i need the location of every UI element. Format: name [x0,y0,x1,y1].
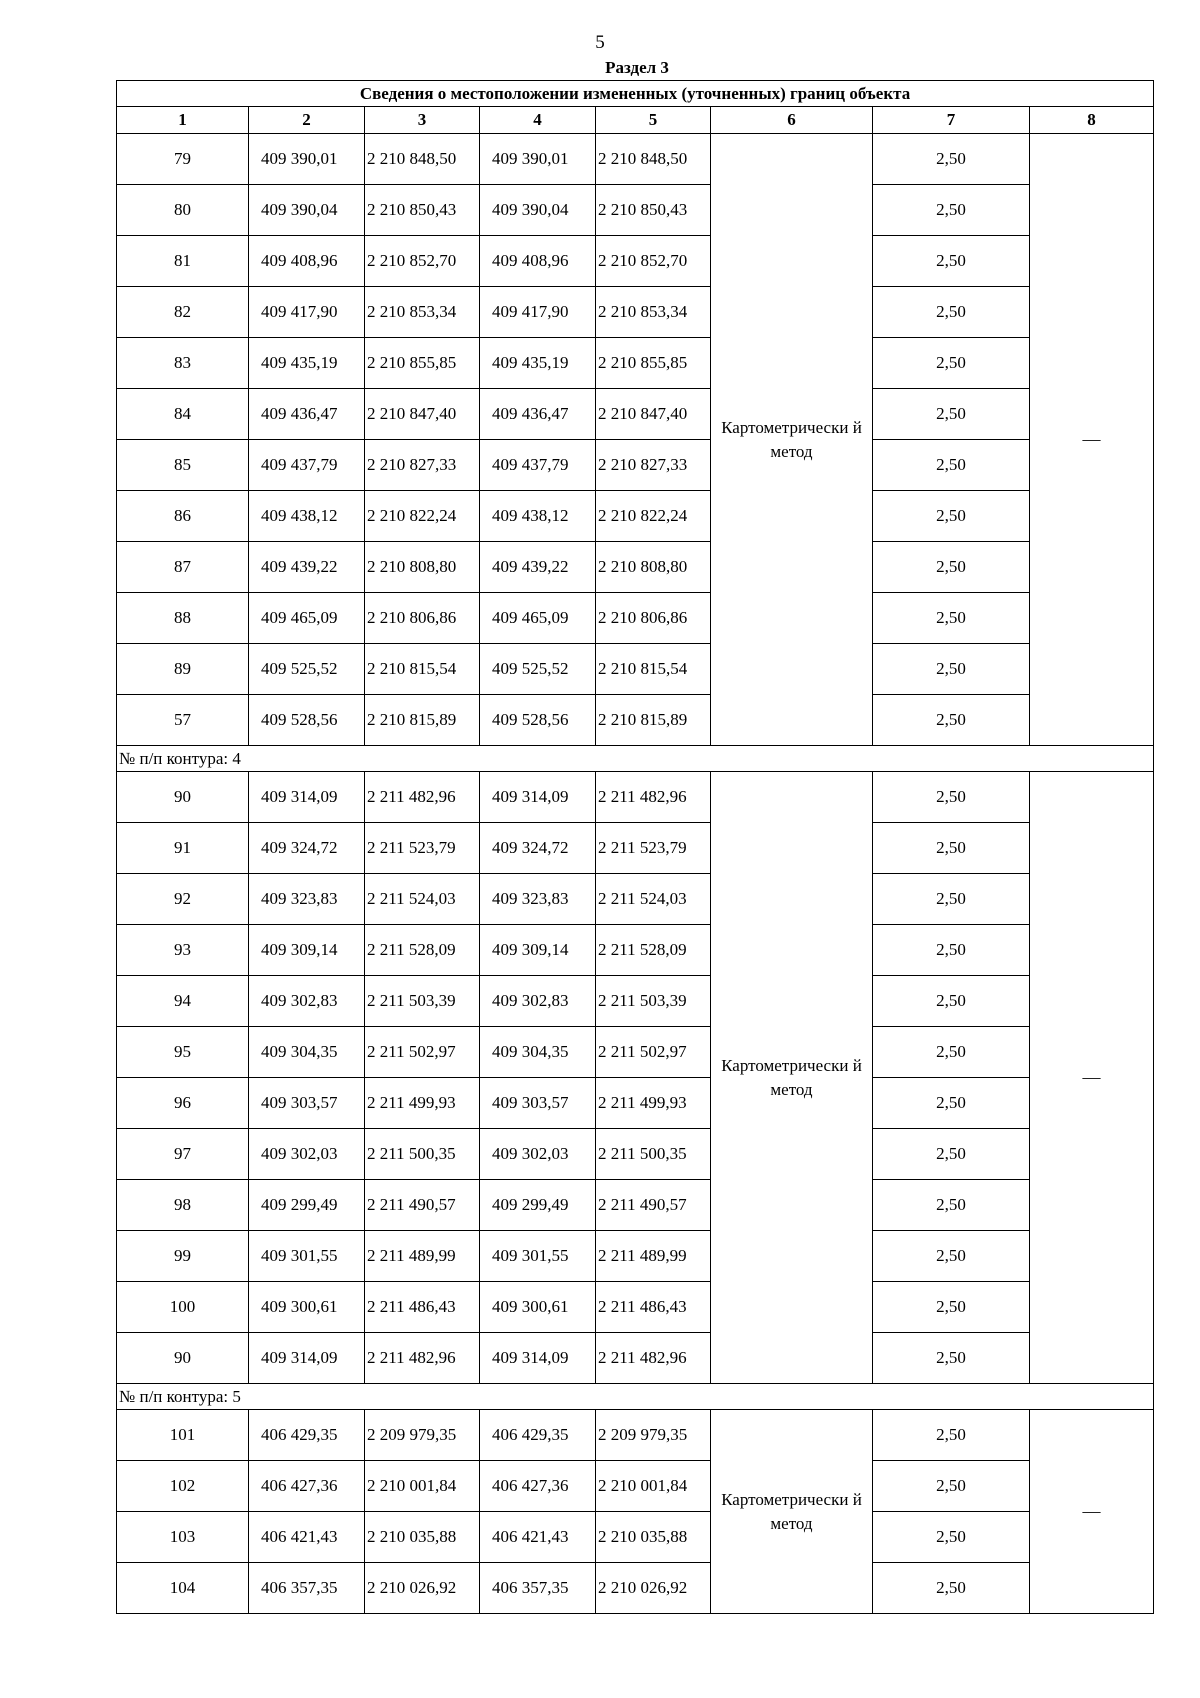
x-new-cell: 409 390,01 [480,134,596,185]
table-row [117,772,1154,823]
x-new-cell: 409 323,83 [480,874,596,925]
precision-cell: 2,50 [873,1231,1030,1282]
x-existing-cell: 409 299,49 [249,1180,365,1231]
y-new-cell: 2 210 001,84 [596,1461,711,1512]
point-number-cell: 81 [117,236,249,287]
table-row [117,185,1154,236]
point-number-cell: 79 [117,134,249,185]
x-new-cell: 409 302,83 [480,976,596,1027]
table-row [117,1410,1154,1461]
precision-cell: 2,50 [873,1333,1030,1384]
y-new-cell: 2 210 808,80 [596,542,711,593]
table-row [117,542,1154,593]
point-number-cell: 99 [117,1231,249,1282]
precision-cell: 2,50 [873,1512,1030,1563]
point-number-cell: 57 [117,695,249,746]
table-row [117,593,1154,644]
x-new-cell: 406 427,36 [480,1461,596,1512]
precision-cell: 2,50 [873,491,1030,542]
x-existing-cell: 409 465,09 [249,593,365,644]
x-existing-cell: 409 390,04 [249,185,365,236]
method-cell: Картометрически й метод [711,772,873,1384]
y-new-cell: 2 210 822,24 [596,491,711,542]
y-existing-cell: 2 210 827,33 [365,440,480,491]
point-number-cell: 80 [117,185,249,236]
column-number: 5 [596,107,711,134]
x-new-cell: 409 300,61 [480,1282,596,1333]
column-number-row [117,107,1154,134]
x-new-cell: 409 439,22 [480,542,596,593]
precision-cell: 2,50 [873,134,1030,185]
y-existing-cell: 2 210 848,50 [365,134,480,185]
y-new-cell: 2 211 524,03 [596,874,711,925]
x-existing-cell: 409 302,03 [249,1129,365,1180]
precision-cell: 2,50 [873,1282,1030,1333]
contour-label: № п/п контура: 5 [117,1384,1154,1410]
precision-cell: 2,50 [873,823,1030,874]
y-existing-cell: 2 211 482,96 [365,1333,480,1384]
point-number-cell: 94 [117,976,249,1027]
y-new-cell: 2 211 523,79 [596,823,711,874]
table-row [117,287,1154,338]
x-existing-cell: 409 436,47 [249,389,365,440]
boundary-coordinates-table [116,80,1154,1614]
precision-cell: 2,50 [873,695,1030,746]
y-existing-cell: 2 210 815,54 [365,644,480,695]
y-new-cell: 2 210 855,85 [596,338,711,389]
point-number-cell: 86 [117,491,249,542]
table-row [117,1461,1154,1512]
x-existing-cell: 409 314,09 [249,772,365,823]
x-new-cell: 409 390,04 [480,185,596,236]
point-number-cell: 103 [117,1512,249,1563]
y-existing-cell: 2 210 855,85 [365,338,480,389]
y-existing-cell: 2 210 850,43 [365,185,480,236]
x-new-cell: 406 429,35 [480,1410,596,1461]
precision-cell: 2,50 [873,185,1030,236]
x-existing-cell: 409 438,12 [249,491,365,542]
y-new-cell: 2 211 490,57 [596,1180,711,1231]
y-existing-cell: 2 210 001,84 [365,1461,480,1512]
table-caption-row [117,81,1154,107]
x-new-cell: 409 417,90 [480,287,596,338]
point-number-cell: 97 [117,1129,249,1180]
table-caption: Сведения о местоположении измененных (уточненных) границ объекта [117,81,1154,107]
point-number-cell: 100 [117,1282,249,1333]
point-number-cell: 87 [117,542,249,593]
x-new-cell: 409 435,19 [480,338,596,389]
point-number-cell: 84 [117,389,249,440]
point-number-cell: 101 [117,1410,249,1461]
y-existing-cell: 2 210 853,34 [365,287,480,338]
x-existing-cell: 409 323,83 [249,874,365,925]
x-existing-cell: 406 357,35 [249,1563,365,1614]
x-new-cell: 409 436,47 [480,389,596,440]
x-existing-cell: 406 421,43 [249,1512,365,1563]
y-new-cell: 2 211 528,09 [596,925,711,976]
precision-cell: 2,50 [873,772,1030,823]
x-existing-cell: 409 302,83 [249,976,365,1027]
point-number-cell: 83 [117,338,249,389]
y-existing-cell: 2 211 500,35 [365,1129,480,1180]
precision-cell: 2,50 [873,542,1030,593]
table-row [117,874,1154,925]
x-new-cell: 409 324,72 [480,823,596,874]
table-row [117,823,1154,874]
page-number: 5 [595,32,605,53]
precision-cell: 2,50 [873,1078,1030,1129]
y-existing-cell: 2 210 847,40 [365,389,480,440]
table-row [117,1027,1154,1078]
y-new-cell: 2 210 852,70 [596,236,711,287]
contour-header-row [117,746,1154,772]
description-cell: — [1030,1410,1154,1614]
precision-cell: 2,50 [873,338,1030,389]
table-row [117,1129,1154,1180]
table-row [117,1231,1154,1282]
y-new-cell: 2 211 503,39 [596,976,711,1027]
y-new-cell: 2 211 489,99 [596,1231,711,1282]
precision-cell: 2,50 [873,1027,1030,1078]
y-existing-cell: 2 211 486,43 [365,1282,480,1333]
y-new-cell: 2 210 850,43 [596,185,711,236]
precision-cell: 2,50 [873,644,1030,695]
contour-header-row [117,1384,1154,1410]
y-existing-cell: 2 210 852,70 [365,236,480,287]
precision-cell: 2,50 [873,1180,1030,1231]
x-existing-cell: 409 525,52 [249,644,365,695]
precision-cell: 2,50 [873,976,1030,1027]
contour-label: № п/п контура: 4 [117,746,1154,772]
point-number-cell: 96 [117,1078,249,1129]
x-existing-cell: 406 429,35 [249,1410,365,1461]
point-number-cell: 95 [117,1027,249,1078]
x-new-cell: 409 314,09 [480,772,596,823]
point-number-cell: 92 [117,874,249,925]
precision-cell: 2,50 [873,874,1030,925]
section-title: Раздел 3 [605,58,669,77]
y-existing-cell: 2 211 503,39 [365,976,480,1027]
x-new-cell: 409 528,56 [480,695,596,746]
precision-cell: 2,50 [873,1461,1030,1512]
table-row [117,1282,1154,1333]
precision-cell: 2,50 [873,925,1030,976]
column-number: 3 [365,107,480,134]
point-number-cell: 93 [117,925,249,976]
y-existing-cell: 2 211 524,03 [365,874,480,925]
x-existing-cell: 409 390,01 [249,134,365,185]
table-row [117,1333,1154,1384]
y-existing-cell: 2 210 035,88 [365,1512,480,1563]
x-existing-cell: 406 427,36 [249,1461,365,1512]
point-number-cell: 82 [117,287,249,338]
y-existing-cell: 2 211 502,97 [365,1027,480,1078]
y-existing-cell: 2 211 528,09 [365,925,480,976]
table-row [117,440,1154,491]
precision-cell: 2,50 [873,389,1030,440]
table-row [117,644,1154,695]
point-number-cell: 98 [117,1180,249,1231]
table-row [117,1563,1154,1614]
x-existing-cell: 409 300,61 [249,1282,365,1333]
x-new-cell: 409 437,79 [480,440,596,491]
precision-cell: 2,50 [873,440,1030,491]
precision-cell: 2,50 [873,1563,1030,1614]
description-cell: — [1030,134,1154,746]
y-new-cell: 2 210 035,88 [596,1512,711,1563]
point-number-cell: 102 [117,1461,249,1512]
table-row [117,695,1154,746]
x-new-cell: 409 299,49 [480,1180,596,1231]
precision-cell: 2,50 [873,236,1030,287]
y-new-cell: 2 211 499,93 [596,1078,711,1129]
point-number-cell: 91 [117,823,249,874]
x-existing-cell: 409 417,90 [249,287,365,338]
x-existing-cell: 409 303,57 [249,1078,365,1129]
table-row [117,976,1154,1027]
method-cell: Картометрически й метод [711,1410,873,1614]
table-row [117,925,1154,976]
y-existing-cell: 2 211 523,79 [365,823,480,874]
x-new-cell: 409 302,03 [480,1129,596,1180]
point-number-cell: 88 [117,593,249,644]
x-existing-cell: 409 435,19 [249,338,365,389]
y-existing-cell: 2 210 815,89 [365,695,480,746]
y-existing-cell: 2 210 806,86 [365,593,480,644]
y-new-cell: 2 211 502,97 [596,1027,711,1078]
y-new-cell: 2 210 847,40 [596,389,711,440]
precision-cell: 2,50 [873,1410,1030,1461]
y-new-cell: 2 211 482,96 [596,1333,711,1384]
y-existing-cell: 2 211 490,57 [365,1180,480,1231]
x-new-cell: 409 304,35 [480,1027,596,1078]
x-new-cell: 409 465,09 [480,593,596,644]
y-new-cell: 2 210 827,33 [596,440,711,491]
precision-cell: 2,50 [873,287,1030,338]
column-number: 1 [117,107,249,134]
column-number: 6 [711,107,873,134]
x-existing-cell: 409 437,79 [249,440,365,491]
description-cell: — [1030,772,1154,1384]
y-existing-cell: 2 210 026,92 [365,1563,480,1614]
y-existing-cell: 2 210 808,80 [365,542,480,593]
point-number-cell: 90 [117,1333,249,1384]
y-new-cell: 2 209 979,35 [596,1410,711,1461]
table-row [117,338,1154,389]
x-existing-cell: 409 439,22 [249,542,365,593]
column-number: 7 [873,107,1030,134]
y-existing-cell: 2 210 822,24 [365,491,480,542]
method-cell: Картометрически й метод [711,134,873,746]
x-existing-cell: 409 528,56 [249,695,365,746]
x-new-cell: 409 525,52 [480,644,596,695]
y-new-cell: 2 210 026,92 [596,1563,711,1614]
x-new-cell: 409 309,14 [480,925,596,976]
y-existing-cell: 2 211 482,96 [365,772,480,823]
column-number: 8 [1030,107,1154,134]
x-new-cell: 409 408,96 [480,236,596,287]
point-number-cell: 104 [117,1563,249,1614]
table-row [117,236,1154,287]
precision-cell: 2,50 [873,1129,1030,1180]
x-new-cell: 409 438,12 [480,491,596,542]
y-new-cell: 2 210 848,50 [596,134,711,185]
y-existing-cell: 2 211 499,93 [365,1078,480,1129]
y-new-cell: 2 210 815,54 [596,644,711,695]
table-row [117,389,1154,440]
y-new-cell: 2 211 486,43 [596,1282,711,1333]
x-existing-cell: 409 314,09 [249,1333,365,1384]
y-new-cell: 2 210 853,34 [596,287,711,338]
x-existing-cell: 409 301,55 [249,1231,365,1282]
y-new-cell: 2 210 806,86 [596,593,711,644]
y-new-cell: 2 210 815,89 [596,695,711,746]
y-new-cell: 2 211 500,35 [596,1129,711,1180]
table-row [117,1180,1154,1231]
x-new-cell: 406 421,43 [480,1512,596,1563]
table-row [117,1078,1154,1129]
y-existing-cell: 2 211 489,99 [365,1231,480,1282]
point-number-cell: 89 [117,644,249,695]
x-existing-cell: 409 309,14 [249,925,365,976]
column-number: 2 [249,107,365,134]
table-row [117,1512,1154,1563]
point-number-cell: 85 [117,440,249,491]
x-new-cell: 409 301,55 [480,1231,596,1282]
x-existing-cell: 409 304,35 [249,1027,365,1078]
x-new-cell: 409 314,09 [480,1333,596,1384]
x-existing-cell: 409 324,72 [249,823,365,874]
point-number-cell: 90 [117,772,249,823]
x-existing-cell: 409 408,96 [249,236,365,287]
precision-cell: 2,50 [873,593,1030,644]
x-new-cell: 409 303,57 [480,1078,596,1129]
y-new-cell: 2 211 482,96 [596,772,711,823]
y-existing-cell: 2 209 979,35 [365,1410,480,1461]
table-row [117,491,1154,542]
column-number: 4 [480,107,596,134]
x-new-cell: 406 357,35 [480,1563,596,1614]
table-row [117,134,1154,185]
